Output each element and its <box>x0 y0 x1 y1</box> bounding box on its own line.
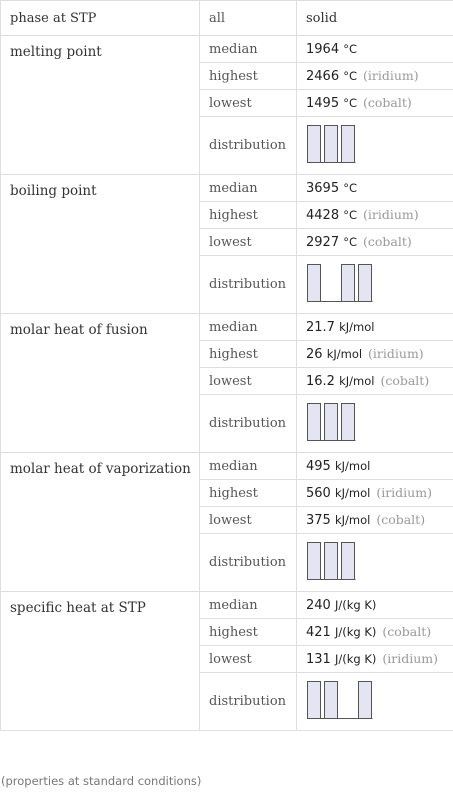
histogram-bar <box>342 125 355 162</box>
element-note: (cobalt) <box>382 624 432 639</box>
phase-value: solid <box>297 1 453 36</box>
stat-value <box>297 314 453 341</box>
stat-label: lowest <box>200 90 297 117</box>
stat-label: median <box>200 175 297 202</box>
histogram-bar <box>359 264 372 301</box>
value-number: 4428 <box>306 208 340 223</box>
distribution-cell <box>297 256 453 314</box>
stat-label: lowest <box>200 646 297 673</box>
value-number: 375 <box>306 513 331 528</box>
distribution-histogram <box>306 402 386 442</box>
value-number: 2927 <box>306 235 340 250</box>
stat-row <box>1 175 453 202</box>
stat-label: median <box>200 453 297 480</box>
value-unit: kJ/mol <box>334 513 371 527</box>
stat-label: distribution <box>200 117 297 175</box>
element-note: (iridium) <box>363 207 419 222</box>
stat-row <box>1 314 453 341</box>
stat-label: lowest <box>200 368 297 395</box>
value-unit: J/(kg K) <box>334 652 377 666</box>
stat-value <box>297 202 453 229</box>
value-number: 1964 <box>306 41 340 57</box>
histogram-bar <box>325 403 338 440</box>
stat-label: median <box>200 314 297 341</box>
element-note: (cobalt) <box>363 234 412 249</box>
stat-label: highest <box>200 63 297 90</box>
stat-value <box>297 619 453 646</box>
value-unit: kJ/mol <box>334 486 371 500</box>
element-note: (iridium) <box>368 346 424 361</box>
value-unit: kJ/mol <box>326 347 363 361</box>
stat-value <box>297 480 453 507</box>
value-number: 3695 <box>306 180 340 196</box>
stat-label: highest <box>200 341 297 368</box>
value-number: 1495 <box>306 96 340 111</box>
histogram-bar <box>342 403 355 440</box>
distribution-histogram <box>306 263 386 303</box>
header-row <box>1 1 453 36</box>
property-name: molar heat of fusion <box>1 314 200 453</box>
stat-label: lowest <box>200 507 297 534</box>
property-name: molar heat of vaporization <box>1 453 200 592</box>
histogram-bar <box>325 542 338 579</box>
distribution-cell <box>297 673 453 731</box>
value-unit: kJ/mol <box>334 458 371 473</box>
value-number: 131 <box>306 652 331 667</box>
value-number: 26 <box>306 347 323 362</box>
property-name: melting point <box>1 36 200 175</box>
value-unit: °C <box>343 180 358 195</box>
histogram-bar <box>342 264 355 301</box>
stat-value <box>297 507 453 534</box>
histogram-bar <box>325 681 338 718</box>
stat-value <box>297 592 453 619</box>
stat-label: median <box>200 36 297 63</box>
stat-value <box>297 90 453 117</box>
histogram-bar <box>308 125 321 162</box>
stat-value <box>297 63 453 90</box>
stat-row <box>1 453 453 480</box>
element-note: (cobalt) <box>380 373 430 388</box>
histogram-bar <box>359 681 372 718</box>
stat-value <box>297 341 453 368</box>
distribution-histogram <box>306 124 386 164</box>
value-number: 495 <box>306 458 331 474</box>
stat-label: lowest <box>200 229 297 256</box>
value-unit: °C <box>343 69 358 83</box>
stat-label: highest <box>200 202 297 229</box>
stat-value <box>297 368 453 395</box>
distribution-cell <box>297 395 453 453</box>
value-unit: kJ/mol <box>339 319 375 334</box>
stat-label: highest <box>200 480 297 507</box>
distribution-histogram <box>306 541 386 581</box>
property-name: specific heat at STP <box>1 592 200 731</box>
value-unit: °C <box>343 208 358 222</box>
histogram-bar <box>308 264 321 301</box>
distribution-cell <box>297 534 453 592</box>
property-name: boiling point <box>1 175 200 314</box>
distribution-histogram <box>306 680 386 720</box>
stat-label: highest <box>200 619 297 646</box>
histogram-bar <box>342 542 355 579</box>
stat-label: distribution <box>200 256 297 314</box>
stat-label: distribution <box>200 534 297 592</box>
value-number: 560 <box>306 486 331 501</box>
phase-label: phase at STP <box>1 1 200 36</box>
value-number: 421 <box>306 625 331 640</box>
stat-value <box>297 453 453 480</box>
value-unit: °C <box>343 235 358 249</box>
stat-row <box>1 592 453 619</box>
element-note: (iridium) <box>376 485 432 500</box>
element-note: (iridium) <box>363 68 419 83</box>
element-note: (cobalt) <box>363 95 412 110</box>
footer-note: (properties at standard conditions) <box>1 774 202 788</box>
phase-scope: all <box>200 1 297 36</box>
stat-row <box>1 36 453 63</box>
value-unit: J/(kg K) <box>334 597 377 612</box>
element-note: (iridium) <box>382 651 439 666</box>
histogram-bar <box>308 542 321 579</box>
stat-label: distribution <box>200 395 297 453</box>
histogram-bar <box>308 403 321 440</box>
stat-label: median <box>200 592 297 619</box>
distribution-cell <box>297 117 453 175</box>
stat-label: distribution <box>200 673 297 731</box>
value-number: 2466 <box>306 69 340 84</box>
value-unit: J/(kg K) <box>334 625 377 639</box>
histogram-bar <box>308 681 321 718</box>
value-number: 21.7 <box>306 319 335 335</box>
value-unit: °C <box>343 41 358 56</box>
value-number: 240 <box>306 597 331 613</box>
histogram-bar <box>325 125 338 162</box>
stat-value <box>297 36 453 63</box>
element-note: (cobalt) <box>376 512 426 527</box>
value-number: 16.2 <box>306 374 335 389</box>
stat-value <box>297 229 453 256</box>
value-unit: kJ/mol <box>339 374 375 388</box>
stat-value <box>297 646 453 673</box>
stat-value <box>297 175 453 202</box>
value-unit: °C <box>343 96 358 110</box>
